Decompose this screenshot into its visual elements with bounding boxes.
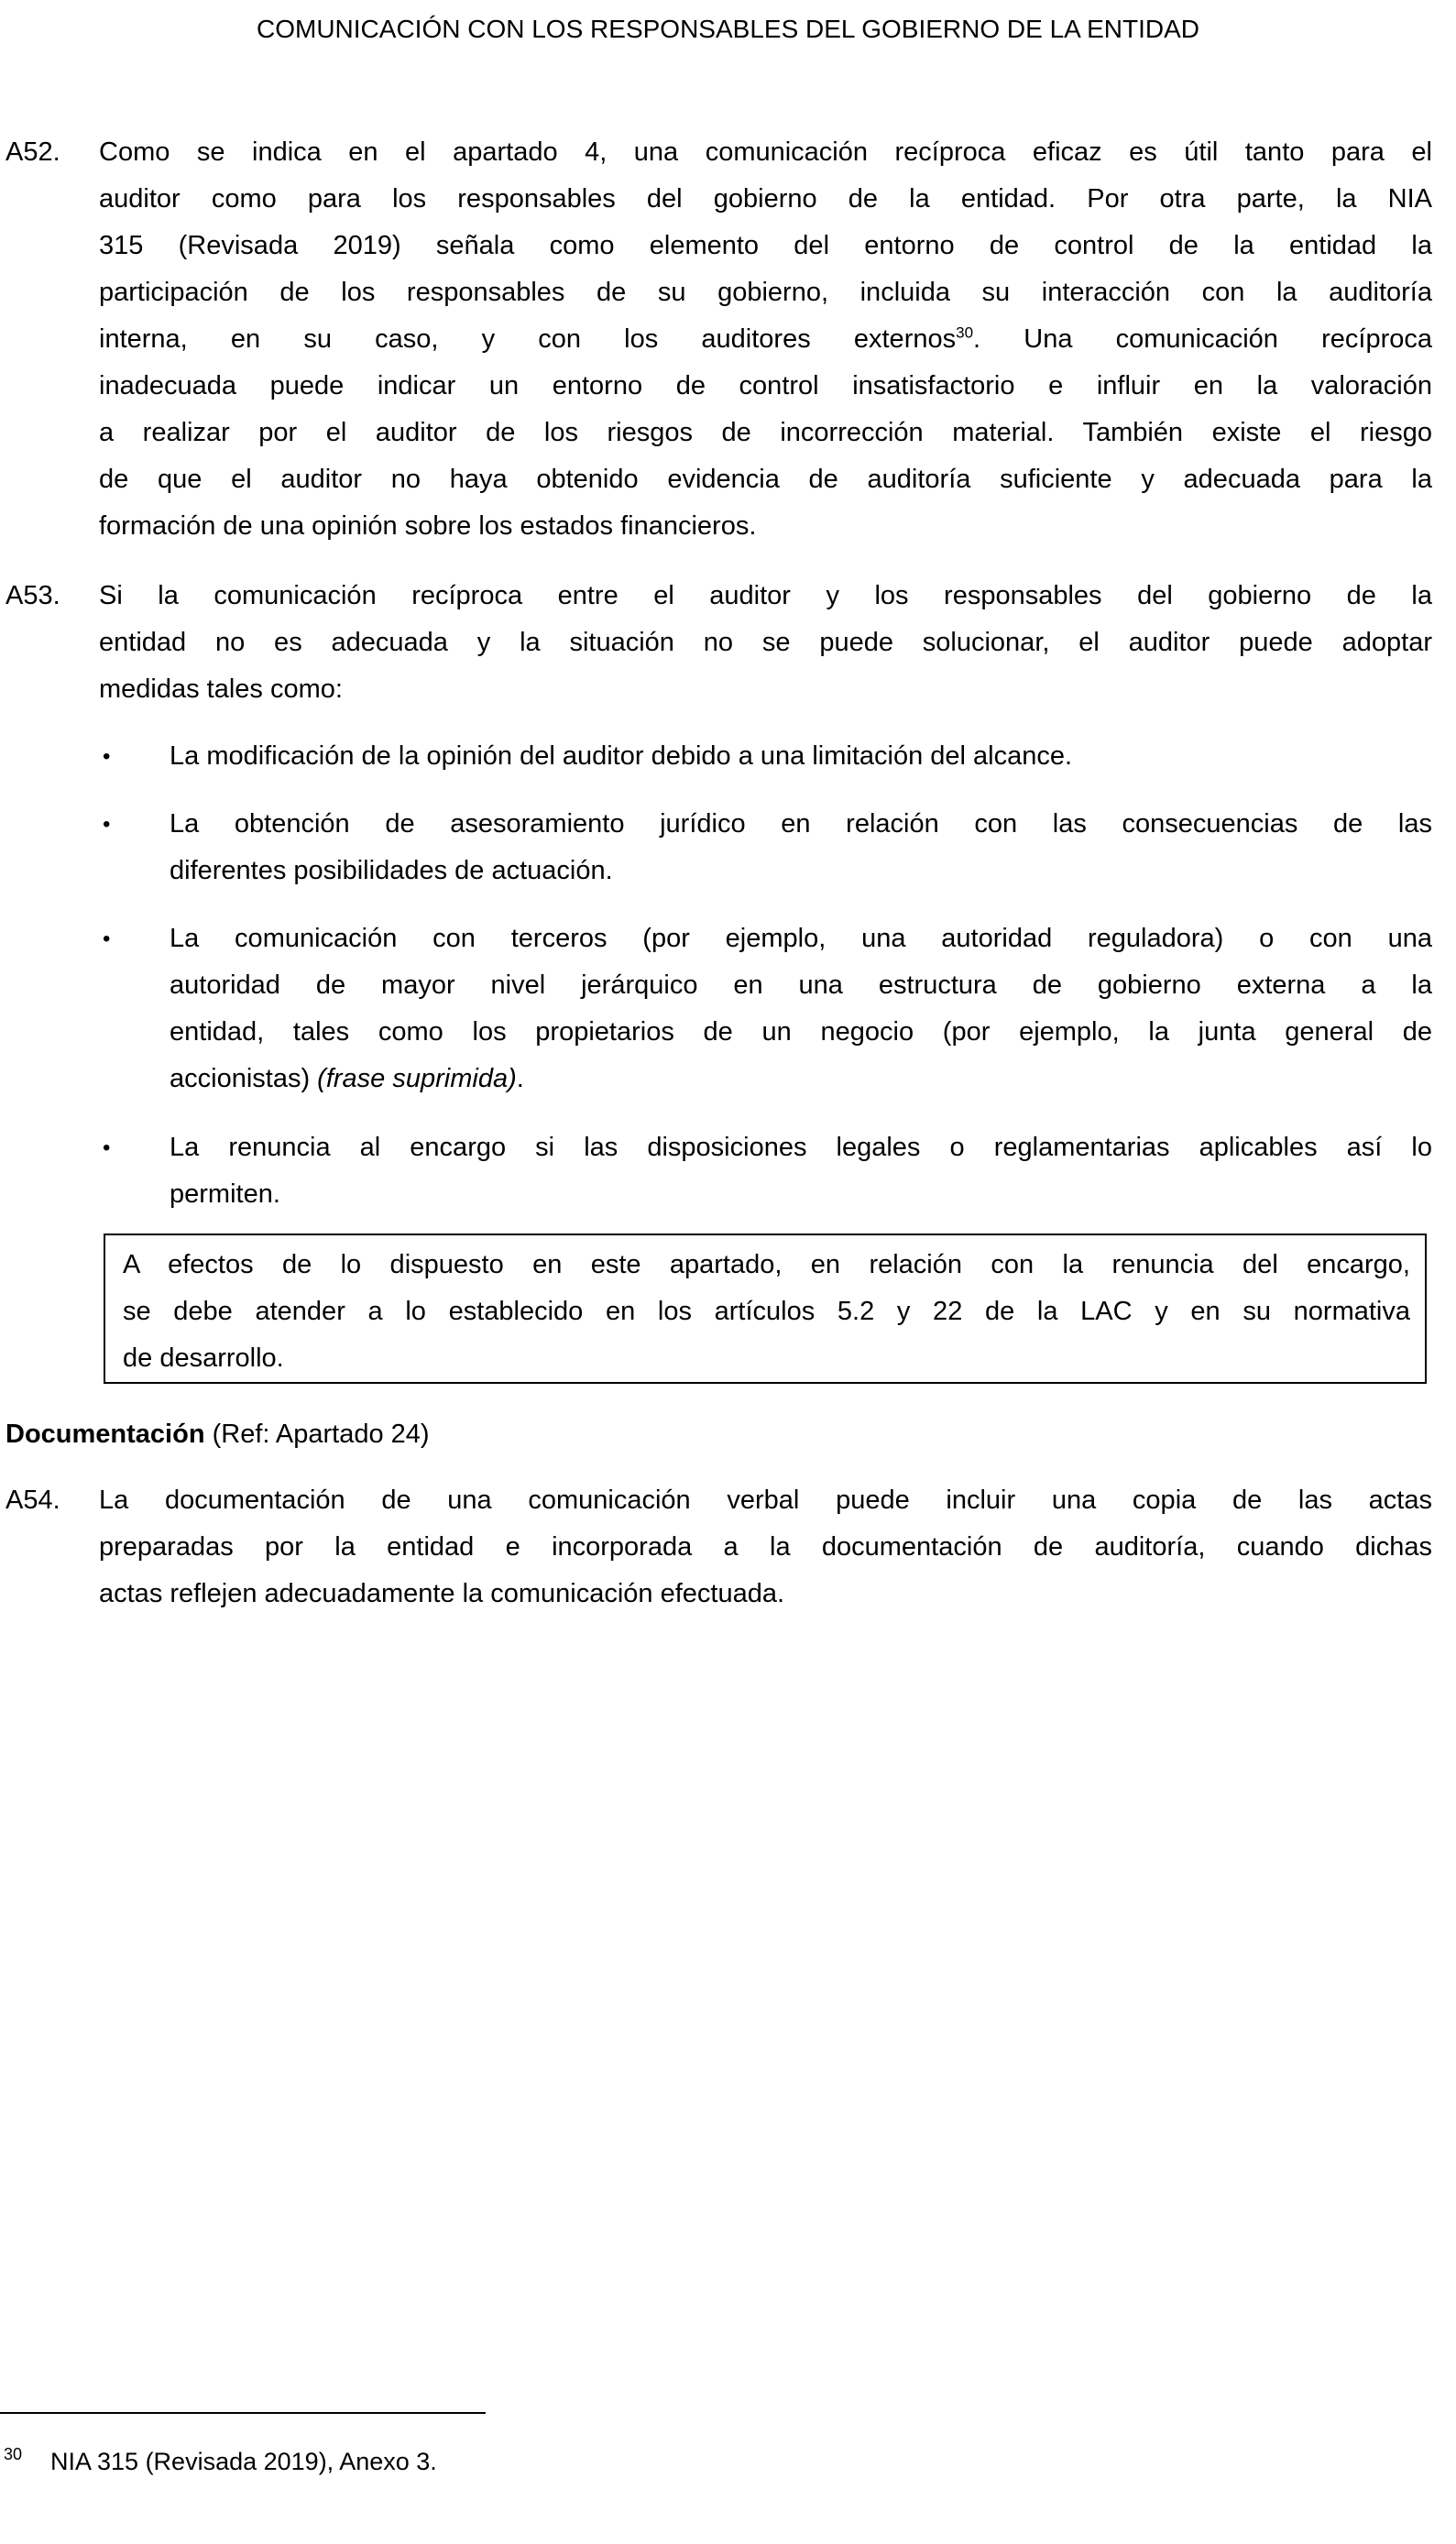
text-line: medidas tales como:	[99, 674, 343, 704]
bullet-icon: •	[103, 744, 111, 769]
bullet-icon: •	[103, 812, 111, 837]
paragraph-a53	[99, 573, 1432, 713]
text-segment: .	[516, 1064, 524, 1093]
bullet-item	[170, 1124, 1432, 1218]
footnote-number: 30	[4, 2445, 23, 2463]
text-line: formación de una opinión sobre los estados financieros.	[99, 511, 757, 541]
bullet-item	[170, 733, 1432, 780]
paragraph-label-a52: A52.	[5, 137, 60, 167]
paragraph-label-a54: A54.	[5, 1486, 60, 1515]
text-line: diferentes posibilidades de actuación.	[170, 856, 613, 885]
text-line: 315 (Revisada 2019) señala como elemento del entorno de control de la entidad la	[99, 231, 1432, 260]
text-line: permiten.	[170, 1179, 280, 1209]
text-segment: interna, en su caso, y con los auditores externos	[99, 324, 957, 354]
text-line: A efectos de lo dispuesto en este apartado, en relación con la renuncia del encargo,	[123, 1250, 1410, 1279]
paragraph-a52	[99, 129, 1432, 550]
note-box-text	[123, 1242, 1410, 1382]
page-header: COMUNICACIÓN CON LOS RESPONSABLES DEL GOBIERNO DE LA ENTIDAD	[257, 15, 1199, 43]
text-line: La documentación de una comunicación verbal puede incluir una copia de las actas	[99, 1486, 1432, 1515]
text-line: autoridad de mayor nivel jerárquico en una estructura de gobierno externa a la	[170, 970, 1432, 1000]
section-title: Documentación	[5, 1420, 205, 1449]
text-line: Como se indica en el apartado 4, una comunicación recíproca eficaz es útil tanto para el	[99, 137, 1432, 167]
text-line: a realizar por el auditor de los riesgos de incorrección material. También existe el riesgo	[99, 418, 1432, 447]
section-ref: (Ref: Apartado 24)	[204, 1420, 430, 1449]
paragraph-label-a53: A53.	[5, 581, 60, 610]
text-line: de desarrollo.	[123, 1343, 284, 1373]
text-line: entidad, tales como los propietarios de un negocio (por ejemplo, la junta general de	[170, 1017, 1432, 1047]
text-line: Si la comunicación recíproca entre el auditor y los responsables del gobierno de la	[99, 581, 1432, 610]
section-heading	[5, 1411, 430, 1458]
text-line: inadecuada puede indicar un entorno de control insatisfactorio e influir en la valoración	[99, 371, 1432, 400]
bullet-item	[170, 801, 1432, 894]
bullet-item	[170, 916, 1432, 1102]
text-line: actas reflejen adecuadamente la comunicación efectuada.	[99, 1579, 785, 1608]
text-line: La modificación de la opinión del auditor debido a una limitación del alcance.	[170, 741, 1073, 771]
text-line: preparadas por la entidad e incorporada a la documentación de auditoría, cuando dichas	[99, 1532, 1432, 1562]
text-line	[99, 316, 1432, 363]
text-line: La obtención de asesoramiento jurídico en relación con las consecuencias de las	[170, 809, 1432, 839]
bullet-icon: •	[103, 1135, 111, 1160]
text-line: se debe atender a lo establecido en los artículos 5.2 y 22 de la LAC y en su normativa	[123, 1297, 1410, 1326]
footnote-text: NIA 315 (Revisada 2019), Anexo 3.	[50, 2448, 437, 2475]
bullet-icon: •	[103, 927, 111, 951]
text-line: entidad no es adecuada y la situación no se puede solucionar, el auditor puede adoptar	[99, 628, 1432, 657]
text-line: La comunicación con terceros (por ejemplo, una autoridad reguladora) o con una	[170, 924, 1432, 953]
footnote-reference[interactable]: 30	[956, 323, 974, 342]
text-line: participación de los responsables de su gobierno, incluida su interacción con la auditoría	[99, 278, 1432, 307]
text-line: auditor como para los responsables del gobierno de la entidad. Por otra parte, la NIA	[99, 184, 1432, 214]
footnote-separator	[0, 2412, 486, 2414]
text-segment: accionistas)	[170, 1064, 318, 1093]
text-line	[170, 1056, 1432, 1102]
text-segment: . Una comunicación recíproca	[973, 324, 1432, 354]
text-line: de que el auditor no haya obtenido evidencia de auditoría suficiente y adecuada para la	[99, 465, 1432, 494]
paragraph-a54	[99, 1477, 1432, 1617]
italic-note: (frase suprimida)	[317, 1064, 517, 1093]
text-line: La renuncia al encargo si las disposiciones legales o reglamentarias aplicables así lo	[170, 1133, 1432, 1162]
